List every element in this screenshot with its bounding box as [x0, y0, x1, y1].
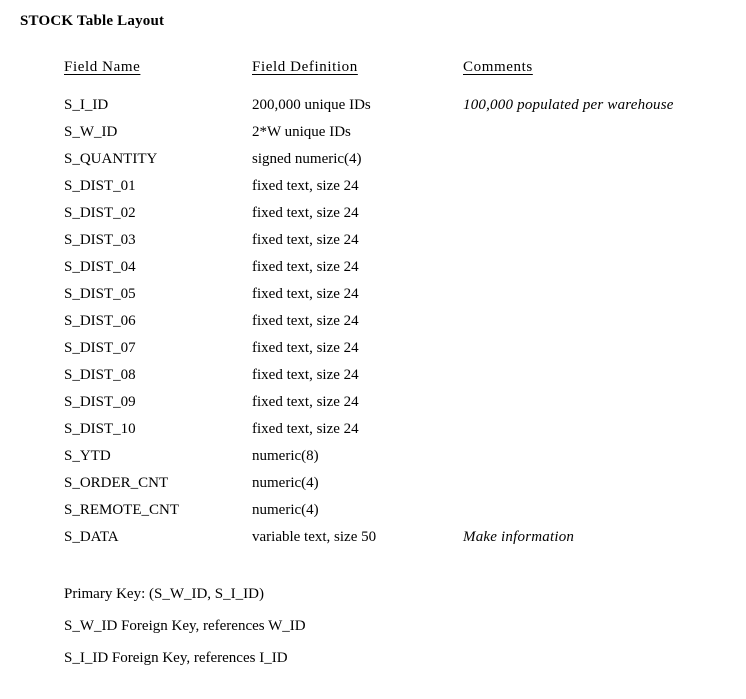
- table-row: [64, 528, 734, 555]
- cell-field-definition: 2*W unique IDs: [252, 124, 351, 140]
- cell-field-name: S_DIST_01: [64, 178, 136, 194]
- cell-field-definition: fixed text, size 24: [252, 340, 359, 356]
- cell-field-definition: fixed text, size 24: [252, 367, 359, 383]
- cell-field-definition: numeric(8): [252, 448, 319, 464]
- column-header-comments: Comments: [463, 59, 533, 75]
- table-row: [64, 393, 734, 420]
- cell-field-definition: variable text, size 50: [252, 529, 377, 545]
- cell-field-name: S_DIST_04: [64, 259, 136, 275]
- cell-field-name: S_QUANTITY: [64, 151, 158, 167]
- cell-field-definition: numeric(4): [252, 502, 319, 518]
- cell-field-name: S_DIST_05: [64, 286, 136, 302]
- table-row: [64, 339, 734, 366]
- table-row: [64, 123, 734, 150]
- table-row: [64, 447, 734, 474]
- cell-field-definition: fixed text, size 24: [252, 394, 359, 410]
- cell-field-name: S_ORDER_CNT: [64, 475, 169, 491]
- cell-field-name: S_DIST_10: [64, 421, 136, 437]
- cell-field-name: S_DIST_06: [64, 313, 136, 329]
- cell-field-definition: fixed text, size 24: [252, 178, 359, 194]
- cell-field-definition: numeric(4): [252, 475, 319, 491]
- cell-field-definition: signed numeric(4): [252, 151, 362, 167]
- primary-key-note: Primary Key: (S_W_ID, S_I_ID): [64, 586, 264, 602]
- foreign-key-note-i-id: S_I_ID Foreign Key, references I_ID: [64, 650, 288, 666]
- foreign-key-note-w-id: S_W_ID Foreign Key, references W_ID: [64, 618, 306, 634]
- table-body: [64, 96, 734, 555]
- cell-field-name: S_DIST_02: [64, 205, 136, 221]
- table-row: [64, 150, 734, 177]
- cell-field-name: S_YTD: [64, 448, 111, 464]
- cell-field-definition: fixed text, size 24: [252, 313, 359, 329]
- cell-field-definition: fixed text, size 24: [252, 421, 359, 437]
- cell-field-name: S_DIST_09: [64, 394, 136, 410]
- column-header-field-definition: Field Definition: [252, 59, 358, 75]
- cell-field-definition: 200,000 unique IDs: [252, 97, 371, 113]
- stock-table-layout: [64, 58, 734, 555]
- cell-field-definition: fixed text, size 24: [252, 205, 359, 221]
- table-row: [64, 420, 734, 447]
- cell-field-name: S_DIST_07: [64, 340, 136, 356]
- column-header-field-name: Field Name: [64, 59, 141, 75]
- cell-field-name: S_DIST_03: [64, 232, 136, 248]
- table-row: [64, 231, 734, 258]
- table-row: [64, 258, 734, 285]
- cell-comment: Make information: [463, 529, 575, 545]
- table-row: [64, 96, 734, 123]
- table-key-notes: [64, 585, 664, 681]
- cell-field-name: S_W_ID: [64, 124, 118, 140]
- cell-field-name: S_I_ID: [64, 97, 109, 113]
- cell-field-name: S_DIST_08: [64, 367, 136, 383]
- cell-field-name: S_REMOTE_CNT: [64, 502, 180, 518]
- table-row: [64, 285, 734, 312]
- table-row: [64, 501, 734, 528]
- cell-field-definition: fixed text, size 24: [252, 259, 359, 275]
- page-title: STOCK Table Layout: [20, 13, 165, 29]
- cell-field-name: S_DATA: [64, 529, 119, 545]
- table-row: [64, 177, 734, 204]
- table-row: [64, 366, 734, 393]
- table-row: [64, 312, 734, 339]
- table-row: [64, 204, 734, 231]
- cell-field-definition: fixed text, size 24: [252, 286, 359, 302]
- table-header-row: [64, 58, 734, 96]
- cell-comment: 100,000 populated per warehouse: [463, 97, 674, 113]
- table-row: [64, 474, 734, 501]
- cell-field-definition: fixed text, size 24: [252, 232, 359, 248]
